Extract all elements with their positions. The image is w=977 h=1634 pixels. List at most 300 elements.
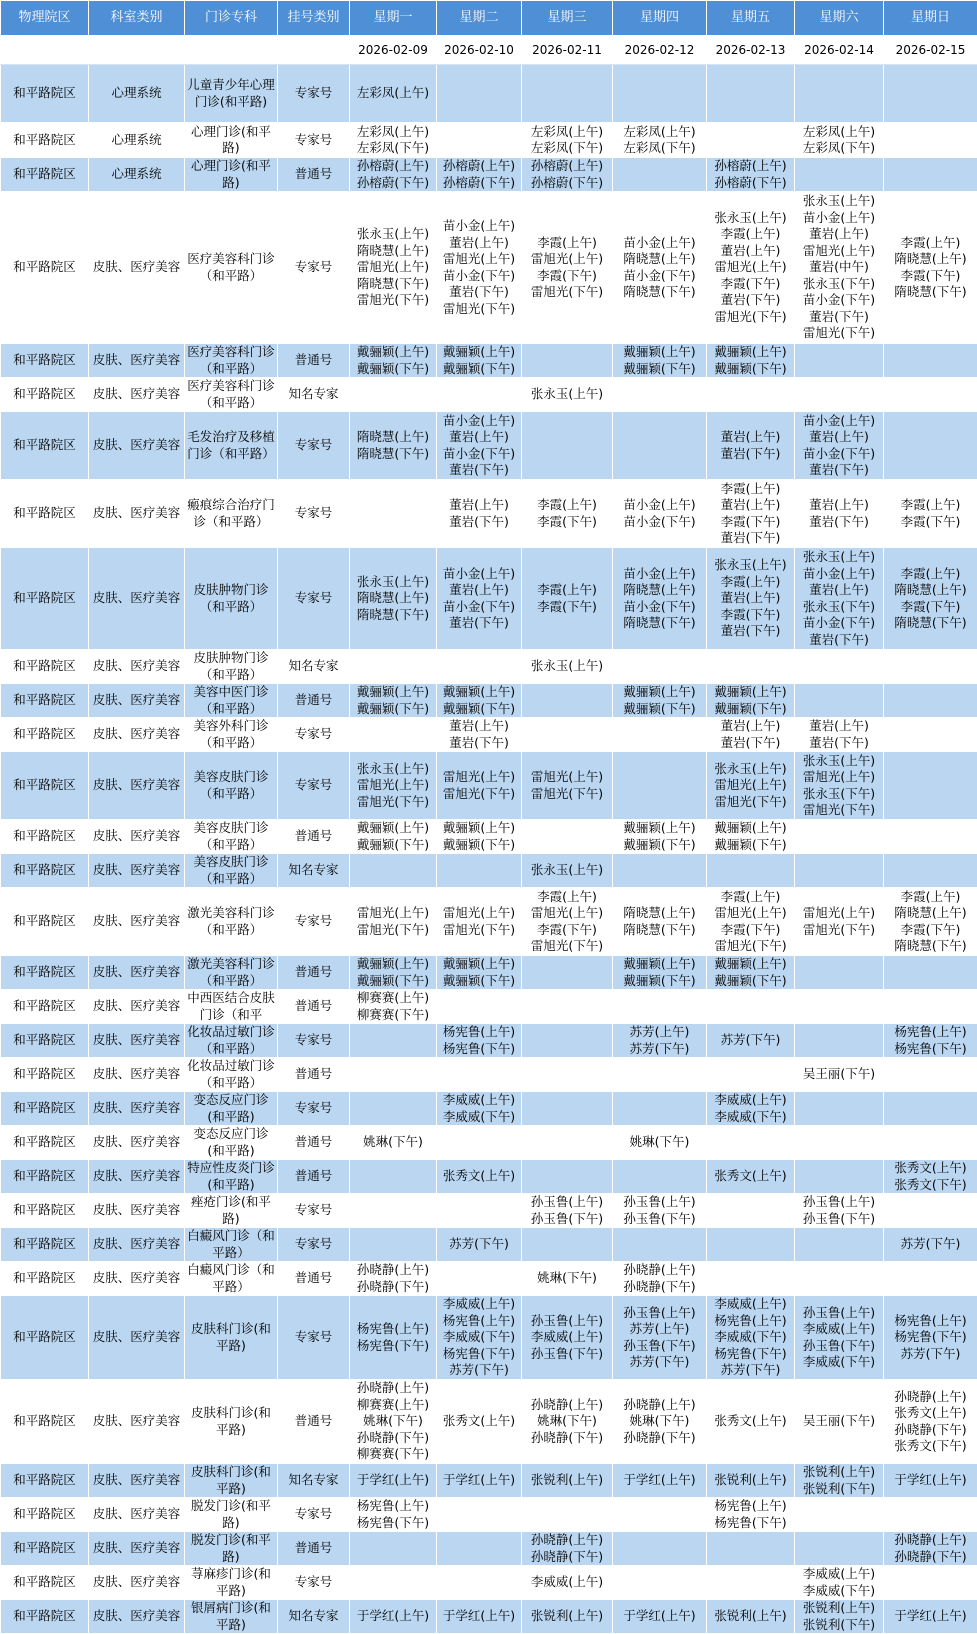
schedule-cell-sunday xyxy=(884,684,977,718)
schedule-cell-sunday xyxy=(884,1126,977,1160)
schedule-cell-sunday xyxy=(884,1092,977,1126)
doctor-slot: 孙玉鲁(下午) xyxy=(614,1211,705,1228)
schedule-cell-sunday xyxy=(884,650,977,684)
reg-type-cell: 普通号 xyxy=(278,956,350,990)
schedule-cell-monday xyxy=(350,752,437,820)
doctor-slot: 隋晓慧(上午) xyxy=(614,582,705,599)
schedule-cell-saturday xyxy=(795,192,884,344)
schedule-cell-sunday xyxy=(884,1058,977,1092)
dept-cell: 皮肤、医疗美容 xyxy=(89,1532,185,1566)
doctor-slot: 李霞(上午) xyxy=(523,235,611,252)
doctor-slot: 李霞(上午) xyxy=(885,889,976,906)
campus-cell: 和平路院区 xyxy=(1,412,89,480)
doctor-slot: 李霞(上午) xyxy=(885,235,976,252)
schedule-cell-sunday xyxy=(884,820,977,854)
doctor-slot: 苗小金(下午) xyxy=(438,446,520,463)
table-row xyxy=(1,820,977,854)
doctor-slot: 于学红(上午) xyxy=(351,1472,435,1489)
schedule-cell-wednesday xyxy=(522,1600,613,1634)
schedule-cell-monday xyxy=(350,990,437,1024)
schedule-cell-friday xyxy=(707,1024,795,1058)
doctor-slot: 孙晓静(下午) xyxy=(614,1430,705,1447)
schedule-cell-sunday xyxy=(884,1194,977,1228)
doctor-slot: 隋晓慧(上午) xyxy=(351,429,435,446)
schedule-cell-wednesday xyxy=(522,123,613,158)
schedule-cell-friday xyxy=(707,123,795,158)
doctor-slot: 苏芳(下午) xyxy=(708,1362,793,1379)
schedule-cell-saturday xyxy=(795,412,884,480)
dept-cell: 皮肤、医疗美容 xyxy=(89,1092,185,1126)
doctor-slot: 张锐利(下午) xyxy=(796,1617,882,1634)
doctor-slot: 杨宪鲁(下午) xyxy=(351,1338,435,1355)
doctor-slot: 戴骊颖(下午) xyxy=(351,701,435,718)
reg-type-cell: 专家号 xyxy=(278,718,350,752)
date-thursday: 2026-02-12 xyxy=(613,36,707,65)
doctor-slot: 戴骊颖(上午) xyxy=(614,684,705,701)
doctor-slot: 孙玉鲁(上午) xyxy=(523,1313,611,1330)
schedule-cell-monday xyxy=(350,888,437,956)
doctor-slot: 董岩(下午) xyxy=(796,462,882,479)
clinic-cell: 激光美容科门诊（和平路） xyxy=(185,956,278,990)
doctor-slot: 董岩(下午) xyxy=(708,530,793,547)
doctor-slot: 隋晓慧(下午) xyxy=(614,615,705,632)
schedule-cell-friday xyxy=(707,480,795,548)
schedule-cell-wednesday xyxy=(522,548,613,650)
doctor-slot: 张永玉(上午) xyxy=(523,386,611,403)
schedule-cell-tuesday xyxy=(437,854,522,888)
schedule-cell-saturday xyxy=(795,158,884,192)
doctor-slot: 董岩(上午) xyxy=(438,497,520,514)
clinic-cell: 医疗美容科门诊（和平路） xyxy=(185,344,278,378)
schedule-cell-saturday xyxy=(795,1296,884,1380)
doctor-slot: 苏芳(上午) xyxy=(614,1024,705,1041)
doctor-slot: 杨宪鲁(上午) xyxy=(438,1024,520,1041)
doctor-slot: 张永玉(上午) xyxy=(796,549,882,566)
schedule-cell-sunday xyxy=(884,1296,977,1380)
schedule-cell-monday xyxy=(350,956,437,990)
doctor-slot: 戴骊颖(上午) xyxy=(438,956,520,973)
doctor-slot: 戴骊颖(上午) xyxy=(438,684,520,701)
reg-type-cell: 普通号 xyxy=(278,1160,350,1194)
schedule-cell-monday xyxy=(350,1532,437,1566)
table-row xyxy=(1,1194,977,1228)
doctor-slot: 雷旭光(上午) xyxy=(796,769,882,786)
header-wednesday: 星期三 xyxy=(522,1,613,36)
campus-cell: 和平路院区 xyxy=(1,1380,89,1464)
table-row xyxy=(1,1126,977,1160)
clinic-cell: 激光美容科门诊（和平路） xyxy=(185,888,278,956)
campus-cell: 和平路院区 xyxy=(1,1262,89,1296)
doctor-slot: 孙晓静(下午) xyxy=(885,1422,976,1439)
schedule-cell-thursday xyxy=(613,1532,707,1566)
doctor-slot: 吴王丽(下午) xyxy=(796,1413,882,1430)
doctor-slot: 苗小金(下午) xyxy=(796,446,882,463)
schedule-cell-saturday xyxy=(795,378,884,412)
doctor-slot: 杨宪鲁(下午) xyxy=(438,1041,520,1058)
schedule-cell-wednesday xyxy=(522,854,613,888)
schedule-cell-sunday xyxy=(884,1566,977,1600)
dept-cell: 皮肤、医疗美容 xyxy=(89,548,185,650)
campus-cell: 和平路院区 xyxy=(1,1126,89,1160)
schedule-cell-friday xyxy=(707,158,795,192)
doctor-slot: 董岩(上午) xyxy=(438,235,520,252)
schedule-cell-tuesday xyxy=(437,1498,522,1532)
doctor-slot: 戴骊颖(上午) xyxy=(614,956,705,973)
doctor-slot: 李霞(上午) xyxy=(523,497,611,514)
schedule-cell-tuesday xyxy=(437,1126,522,1160)
doctor-slot: 隋晓慧(上午) xyxy=(885,582,976,599)
schedule-cell-monday xyxy=(350,718,437,752)
schedule-cell-thursday xyxy=(613,888,707,956)
doctor-slot: 李威威(下午) xyxy=(438,1109,520,1126)
schedule-cell-saturday xyxy=(795,344,884,378)
reg-type-cell: 知名专家 xyxy=(278,378,350,412)
schedule-cell-wednesday xyxy=(522,1296,613,1380)
clinic-cell: 美容皮肤门诊（和平路） xyxy=(185,820,278,854)
doctor-slot: 董岩(上午) xyxy=(708,718,793,735)
doctor-slot: 苗小金(下午) xyxy=(438,599,520,616)
campus-cell: 和平路院区 xyxy=(1,990,89,1024)
doctor-slot: 隋晓慧(下午) xyxy=(614,284,705,301)
doctor-slot: 李威威(上午) xyxy=(796,1321,882,1338)
schedule-cell-thursday xyxy=(613,684,707,718)
table-row xyxy=(1,344,977,378)
table-row xyxy=(1,1600,977,1634)
doctor-slot: 李威威(上午) xyxy=(708,1296,793,1313)
schedule-cell-sunday xyxy=(884,1498,977,1532)
doctor-slot: 戴骊颖(上午) xyxy=(351,820,435,837)
doctor-slot: 雷旭光(下午) xyxy=(438,922,520,939)
doctor-slot: 戴骊颖(上午) xyxy=(351,344,435,361)
doctor-slot: 苗小金(上午) xyxy=(438,413,520,430)
doctor-slot: 杨宪鲁(上午) xyxy=(708,1313,793,1330)
schedule-cell-saturday xyxy=(795,1262,884,1296)
campus-cell: 和平路院区 xyxy=(1,378,89,412)
table-row xyxy=(1,1296,977,1380)
doctor-slot: 苗小金(上午) xyxy=(438,566,520,583)
doctor-slot: 雷旭光(上午) xyxy=(351,777,435,794)
doctor-slot: 戴骊颖(上午) xyxy=(614,820,705,837)
schedule-cell-friday xyxy=(707,1498,795,1532)
doctor-slot: 李威威(下午) xyxy=(796,1583,882,1600)
schedule-cell-wednesday xyxy=(522,1126,613,1160)
doctor-slot: 董岩(下午) xyxy=(438,615,520,632)
header-thursday: 星期四 xyxy=(613,1,707,36)
schedule-cell-thursday xyxy=(613,1194,707,1228)
clinic-cell: 心理门诊(和平路) xyxy=(185,123,278,158)
schedule-cell-wednesday xyxy=(522,1380,613,1464)
doctor-slot: 隋晓慧(上午) xyxy=(351,243,435,260)
doctor-slot: 张锐利(下午) xyxy=(796,1481,882,1498)
dept-cell: 皮肤、医疗美容 xyxy=(89,854,185,888)
reg-type-cell: 专家号 xyxy=(278,1498,350,1532)
doctor-slot: 苏芳(下午) xyxy=(885,1346,976,1363)
reg-type-cell: 普通号 xyxy=(278,1380,350,1464)
clinic-cell: 儿童青少年心理门诊(和平路) xyxy=(185,65,278,123)
table-row xyxy=(1,1380,977,1464)
schedule-cell-saturday xyxy=(795,65,884,123)
doctor-slot: 孙晓静(上午) xyxy=(614,1262,705,1279)
table-row xyxy=(1,548,977,650)
doctor-slot: 雷旭光(下午) xyxy=(796,325,882,342)
doctor-slot: 张秀文(上午) xyxy=(885,1405,976,1422)
doctor-slot: 雷旭光(下午) xyxy=(796,802,882,819)
schedule-cell-saturday xyxy=(795,1194,884,1228)
schedule-cell-monday xyxy=(350,1126,437,1160)
schedule-cell-friday xyxy=(707,1092,795,1126)
schedule-cell-friday xyxy=(707,718,795,752)
schedule-cell-thursday xyxy=(613,123,707,158)
doctor-slot: 杨宪鲁(上午) xyxy=(885,1313,976,1330)
schedule-cell-saturday xyxy=(795,1464,884,1498)
doctor-slot: 张永玉(上午) xyxy=(796,753,882,770)
schedule-cell-monday xyxy=(350,1058,437,1092)
schedule-cell-saturday xyxy=(795,684,884,718)
schedule-cell-saturday xyxy=(795,990,884,1024)
doctor-slot: 戴骊颖(上午) xyxy=(708,820,793,837)
date-blank xyxy=(185,36,278,65)
doctor-slot: 雷旭光(下午) xyxy=(438,301,520,318)
schedule-cell-thursday xyxy=(613,820,707,854)
doctor-slot: 李霞(下午) xyxy=(523,922,611,939)
doctor-slot: 杨宪鲁(下午) xyxy=(885,1041,976,1058)
doctor-slot: 苏芳(下午) xyxy=(614,1354,705,1371)
doctor-slot: 姚琳(下午) xyxy=(614,1413,705,1430)
schedule-cell-sunday xyxy=(884,1228,977,1262)
schedule-cell-wednesday xyxy=(522,820,613,854)
schedule-cell-friday xyxy=(707,344,795,378)
schedule-cell-thursday xyxy=(613,378,707,412)
table-row xyxy=(1,412,977,480)
date-row xyxy=(1,36,977,65)
table-row xyxy=(1,650,977,684)
dept-cell: 皮肤、医疗美容 xyxy=(89,412,185,480)
doctor-slot: 李威威(上午) xyxy=(796,1566,882,1583)
schedule-cell-saturday xyxy=(795,1566,884,1600)
doctor-slot: 戴骊颖(下午) xyxy=(614,701,705,718)
doctor-slot: 张秀文(下午) xyxy=(885,1177,976,1194)
doctor-slot: 左彩凤(上午) xyxy=(796,124,882,141)
clinic-cell: 美容中医门诊（和平路） xyxy=(185,684,278,718)
doctor-slot: 戴骊颖(上午) xyxy=(708,684,793,701)
schedule-cell-thursday xyxy=(613,1296,707,1380)
doctor-slot: 孙晓静(下午) xyxy=(523,1430,611,1447)
campus-cell: 和平路院区 xyxy=(1,854,89,888)
schedule-cell-monday xyxy=(350,1380,437,1464)
doctor-slot: 孙晓静(下午) xyxy=(885,1549,976,1566)
schedule-cell-sunday xyxy=(884,344,977,378)
doctor-slot: 孙晓静(上午) xyxy=(885,1389,976,1406)
dept-cell: 皮肤、医疗美容 xyxy=(89,820,185,854)
schedule-cell-tuesday xyxy=(437,192,522,344)
reg-type-cell: 普通号 xyxy=(278,158,350,192)
schedule-cell-wednesday xyxy=(522,684,613,718)
campus-cell: 和平路院区 xyxy=(1,1532,89,1566)
doctor-slot: 李霞(下午) xyxy=(523,268,611,285)
doctor-slot: 戴骊颖(上午) xyxy=(438,344,520,361)
doctor-slot: 于学红(上午) xyxy=(438,1608,520,1625)
campus-cell: 和平路院区 xyxy=(1,1092,89,1126)
clinic-cell: 医疗美容科门诊（和平路） xyxy=(185,192,278,344)
schedule-cell-monday xyxy=(350,65,437,123)
schedule-cell-saturday xyxy=(795,1532,884,1566)
schedule-cell-monday xyxy=(350,1566,437,1600)
schedule-cell-wednesday xyxy=(522,1058,613,1092)
schedule-cell-friday xyxy=(707,1380,795,1464)
doctor-slot: 李威威(下午) xyxy=(438,1329,520,1346)
doctor-slot: 李威威(下午) xyxy=(708,1329,793,1346)
schedule-cell-wednesday xyxy=(522,1532,613,1566)
doctor-slot: 戴骊颖(下午) xyxy=(708,973,793,990)
schedule-cell-friday xyxy=(707,1532,795,1566)
campus-cell: 和平路院区 xyxy=(1,158,89,192)
clinic-cell: 皮肤肿物门诊（和平路） xyxy=(185,548,278,650)
schedule-cell-monday xyxy=(350,1600,437,1634)
doctor-slot: 孙榕蔚(下午) xyxy=(351,175,435,192)
doctor-slot: 雷旭光(上午) xyxy=(438,905,520,922)
schedule-cell-tuesday xyxy=(437,1380,522,1464)
schedule-cell-friday xyxy=(707,854,795,888)
dept-cell: 皮肤、医疗美容 xyxy=(89,378,185,412)
doctor-slot: 苗小金(下午) xyxy=(614,599,705,616)
doctor-slot: 董岩(下午) xyxy=(796,309,882,326)
schedule-cell-tuesday xyxy=(437,650,522,684)
clinic-cell: 脱发门诊(和平路) xyxy=(185,1532,278,1566)
schedule-cell-wednesday xyxy=(522,1194,613,1228)
schedule-cell-saturday xyxy=(795,480,884,548)
schedule-cell-wednesday xyxy=(522,378,613,412)
schedule-cell-sunday xyxy=(884,718,977,752)
schedule-cell-wednesday xyxy=(522,1566,613,1600)
schedule-cell-wednesday xyxy=(522,1498,613,1532)
clinic-cell: 中西医结合皮肤门诊（和平 xyxy=(185,990,278,1024)
schedule-cell-monday xyxy=(350,1194,437,1228)
doctor-slot: 孙晓静(下午) xyxy=(351,1279,435,1296)
doctor-slot: 左彩凤(上午) xyxy=(523,124,611,141)
date-wednesday: 2026-02-11 xyxy=(522,36,613,65)
clinic-cell: 变态反应门诊(和平路) xyxy=(185,1126,278,1160)
clinic-cell: 银屑病门诊(和平路) xyxy=(185,1600,278,1634)
campus-cell: 和平路院区 xyxy=(1,548,89,650)
schedule-cell-thursday xyxy=(613,1566,707,1600)
dept-cell: 皮肤、医疗美容 xyxy=(89,192,185,344)
doctor-slot: 李霞(上午) xyxy=(523,889,611,906)
dept-cell: 皮肤、医疗美容 xyxy=(89,1380,185,1464)
doctor-slot: 戴骊颖(上午) xyxy=(708,956,793,973)
doctor-slot: 孙榕蔚(上午) xyxy=(523,158,611,175)
table-row xyxy=(1,192,977,344)
doctor-slot: 李威威(上午) xyxy=(523,1574,611,1591)
doctor-slot: 孙晓静(下午) xyxy=(523,1549,611,1566)
reg-type-cell: 专家号 xyxy=(278,1296,350,1380)
schedule-cell-saturday xyxy=(795,752,884,820)
doctor-slot: 董岩(下午) xyxy=(438,735,520,752)
doctor-slot: 苗小金(下午) xyxy=(796,615,882,632)
schedule-cell-thursday xyxy=(613,956,707,990)
schedule-cell-thursday xyxy=(613,1092,707,1126)
dept-cell: 皮肤、医疗美容 xyxy=(89,344,185,378)
reg-type-cell: 专家号 xyxy=(278,1024,350,1058)
campus-cell: 和平路院区 xyxy=(1,123,89,158)
dept-cell: 皮肤、医疗美容 xyxy=(89,1126,185,1160)
schedule-cell-thursday xyxy=(613,192,707,344)
doctor-slot: 戴骊颖(上午) xyxy=(708,344,793,361)
doctor-slot: 张秀文(上午) xyxy=(708,1168,793,1185)
clinic-cell: 荨麻疹门诊(和平路) xyxy=(185,1566,278,1600)
doctor-slot: 孙玉鲁(下午) xyxy=(523,1211,611,1228)
doctor-slot: 张永玉(下午) xyxy=(796,276,882,293)
schedule-cell-tuesday xyxy=(437,548,522,650)
schedule-cell-thursday xyxy=(613,65,707,123)
header-reg-type: 挂号类别 xyxy=(278,1,350,36)
doctor-slot: 李霞(上午) xyxy=(708,574,793,591)
doctor-slot: 雷旭光(上午) xyxy=(708,777,793,794)
clinic-cell: 美容皮肤门诊（和平路） xyxy=(185,752,278,820)
schedule-cell-tuesday xyxy=(437,1600,522,1634)
date-sunday: 2026-02-15 xyxy=(884,36,977,65)
doctor-slot: 张永玉(下午) xyxy=(796,599,882,616)
doctor-slot: 董岩(上午) xyxy=(438,429,520,446)
doctor-slot: 戴骊颖(下午) xyxy=(708,701,793,718)
doctor-slot: 戴骊颖(下午) xyxy=(614,361,705,378)
doctor-slot: 雷旭光(下午) xyxy=(796,922,882,939)
doctor-slot: 苗小金(下午) xyxy=(614,514,705,531)
schedule-cell-monday xyxy=(350,1228,437,1262)
doctor-slot: 孙晓静(上午) xyxy=(351,1262,435,1279)
schedule-cell-thursday xyxy=(613,1600,707,1634)
schedule-cell-saturday xyxy=(795,1024,884,1058)
doctor-slot: 左彩凤(下午) xyxy=(796,140,882,157)
clinic-cell: 医疗美容科门诊（和平路） xyxy=(185,378,278,412)
doctor-slot: 孙榕蔚(下午) xyxy=(523,175,611,192)
schedule-body xyxy=(1,65,977,1634)
doctor-slot: 雷旭光(上午) xyxy=(708,259,793,276)
doctor-slot: 董岩(下午) xyxy=(708,623,793,640)
doctor-slot: 苏芳(下午) xyxy=(438,1236,520,1253)
schedule-cell-saturday xyxy=(795,956,884,990)
schedule-cell-wednesday xyxy=(522,1464,613,1498)
table-row xyxy=(1,888,977,956)
dept-cell: 心理系统 xyxy=(89,65,185,123)
doctor-slot: 苗小金(上午) xyxy=(614,235,705,252)
schedule-cell-saturday xyxy=(795,1126,884,1160)
dept-cell: 皮肤、医疗美容 xyxy=(89,1498,185,1532)
doctor-slot: 于学红(上午) xyxy=(885,1472,976,1489)
schedule-cell-monday xyxy=(350,344,437,378)
schedule-cell-sunday xyxy=(884,412,977,480)
dept-cell: 皮肤、医疗美容 xyxy=(89,684,185,718)
reg-type-cell: 普通号 xyxy=(278,344,350,378)
reg-type-cell: 专家号 xyxy=(278,1228,350,1262)
doctor-slot: 李威威(上午) xyxy=(438,1092,520,1109)
doctor-slot: 雷旭光(下午) xyxy=(708,938,793,955)
clinic-cell: 化妆品过敏门诊（和平路） xyxy=(185,1024,278,1058)
doctor-slot: 孙玉鲁(下午) xyxy=(523,1346,611,1363)
doctor-slot: 柳赛赛(下午) xyxy=(351,1446,435,1463)
table-row xyxy=(1,1498,977,1532)
campus-cell: 和平路院区 xyxy=(1,480,89,548)
table-row xyxy=(1,1058,977,1092)
schedule-cell-thursday xyxy=(613,1024,707,1058)
doctor-slot: 孙玉鲁(上午) xyxy=(796,1194,882,1211)
clinic-cell: 痤疮门诊(和平路) xyxy=(185,1194,278,1228)
schedule-cell-friday xyxy=(707,1160,795,1194)
doctor-slot: 李霞(上午) xyxy=(523,582,611,599)
campus-cell: 和平路院区 xyxy=(1,192,89,344)
schedule-cell-monday xyxy=(350,192,437,344)
doctor-slot: 雷旭光(下午) xyxy=(523,284,611,301)
schedule-cell-tuesday xyxy=(437,1058,522,1092)
